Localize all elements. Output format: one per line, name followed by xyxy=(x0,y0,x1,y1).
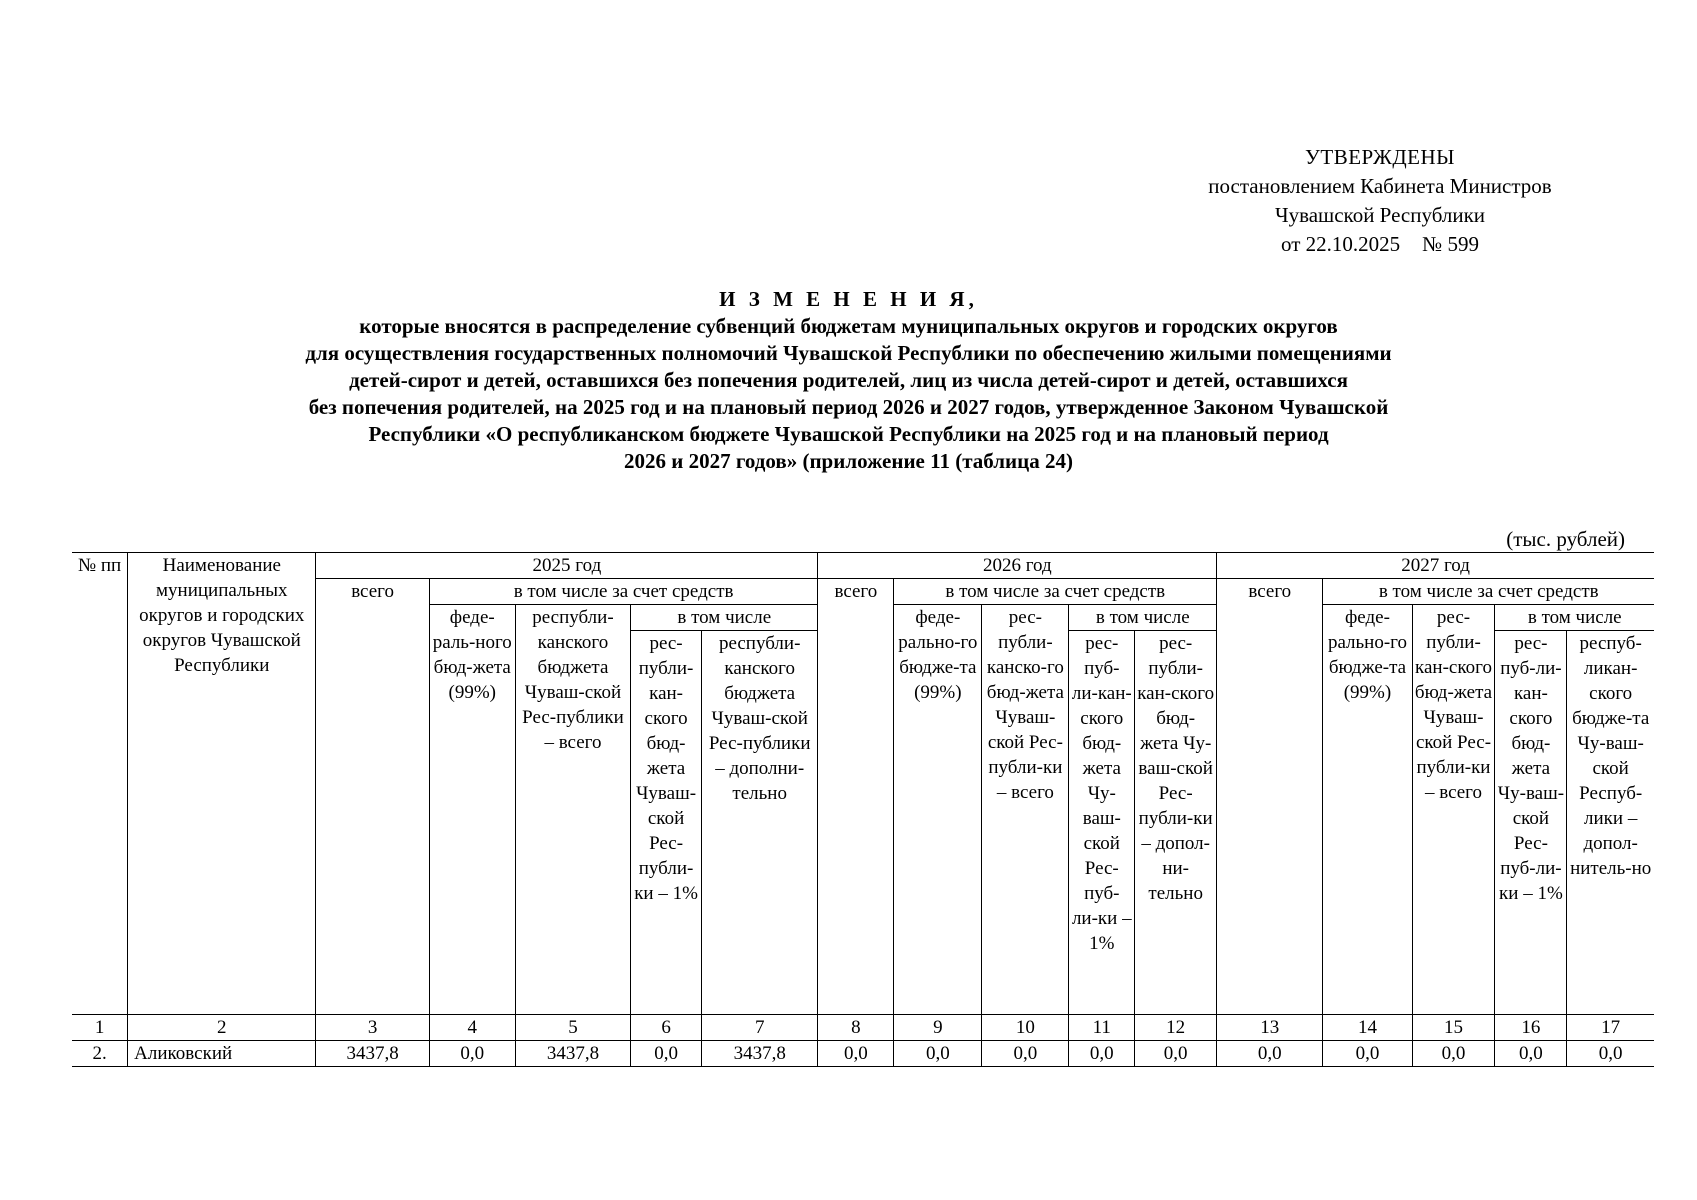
column-number: 15 xyxy=(1412,1015,1495,1041)
subvention-table xyxy=(72,552,1654,1067)
table-cell: 0,0 xyxy=(429,1041,515,1067)
approval-line-2: Чувашской Республики xyxy=(1274,203,1486,227)
column-number-row xyxy=(72,1015,1654,1041)
header-2027-republic-extra: респуб-ликан-ского бюдже-та Чу-ваш-ской Респуб-лики – допол-нитель-но xyxy=(1567,631,1654,1015)
column-number: 5 xyxy=(515,1015,630,1041)
header-year-2027: 2027 год xyxy=(1217,553,1654,579)
document-heading xyxy=(60,286,1637,475)
approval-block xyxy=(1120,143,1640,259)
column-number: 7 xyxy=(701,1015,817,1041)
header-2025-federal: феде-раль-ного бюд-жета (99%) xyxy=(429,605,515,1015)
heading-line: которые вносятся в распределение субвенций бюджетам муниципальных округов и городских округов xyxy=(359,314,1338,338)
approval-date: от 22.10.2025 xyxy=(1281,232,1401,256)
header-2025-incl: в том числе xyxy=(631,605,818,631)
column-number: 2 xyxy=(128,1015,316,1041)
column-number: 12 xyxy=(1135,1015,1217,1041)
column-number: 8 xyxy=(818,1015,894,1041)
header-name: Наименование муниципальных округов и городских округов Чувашской Республики xyxy=(128,553,316,1015)
column-number: 13 xyxy=(1217,1015,1323,1041)
table-cell: 0,0 xyxy=(982,1041,1069,1067)
header-2025-republic-1pct: рес-публи-кан-ского бюд-жета Чуваш-ской Рес-публи-ки – 1% xyxy=(631,631,702,1015)
heading-line: для осуществления государственных полномочий Чувашской Республики по обеспечению жилыми помещениями xyxy=(305,341,1392,365)
header-2027-republic-total: рес-публи-кан-ского бюд-жета Чуваш-ской Рес-публи-ки – всего xyxy=(1412,605,1495,1015)
column-number: 3 xyxy=(316,1015,429,1041)
heading-title: И З М Е Н Е Н И Я, xyxy=(719,287,978,311)
header-2025-republic-extra: республи-канского бюджета Чуваш-ской Рес-публики – дополни-тельно xyxy=(701,631,817,1015)
header-2026-incl-sources: в том числе за счет средств xyxy=(894,579,1217,605)
table-row xyxy=(72,1041,1654,1067)
header-2027-republic-1pct: рес-пуб-ли-кан-ского бюд-жета Чу-ваш-ской Рес-пуб-ли-ки – 1% xyxy=(1495,631,1567,1015)
table-cell: 0,0 xyxy=(1323,1041,1412,1067)
header-2027-federal: феде-рально-го бюдже-та (99%) xyxy=(1323,605,1412,1015)
approval-line-1: постановлением Кабинета Министров xyxy=(1208,174,1552,198)
column-number: 4 xyxy=(429,1015,515,1041)
column-number: 9 xyxy=(894,1015,982,1041)
header-2027-total: всего xyxy=(1217,579,1323,1015)
header-2027-incl: в том числе xyxy=(1495,605,1654,631)
approval-date-line xyxy=(1120,230,1640,259)
header-2026-total: всего xyxy=(818,579,894,1015)
heading-line: без попечения родителей, на 2025 год и на плановый период 2026 и 2027 годов, утвержденное Законом Чувашской xyxy=(308,395,1389,419)
table-cell: 0,0 xyxy=(1135,1041,1217,1067)
table-cell: 3437,8 xyxy=(316,1041,429,1067)
header-2025-total: всего xyxy=(316,579,429,1015)
header-2026-republic-1pct: рес-пуб-ли-кан-ского бюд-жета Чу-ваш-ской Рес-пуб-ли-ки – 1% xyxy=(1069,631,1135,1015)
heading-line: Республики «О республиканском бюджете Чувашской Республики на 2025 год и на плановый период xyxy=(368,422,1329,446)
header-2026-republic-total: рес-публи-канско-го бюд-жета Чуваш-ской Рес-публи-ки – всего xyxy=(982,605,1069,1015)
column-number: 1 xyxy=(72,1015,128,1041)
header-2025-republic-total: республи-канского бюджета Чуваш-ской Рес-публики – всего xyxy=(515,605,630,1015)
heading-line: детей-сирот и детей, оставшихся без попечения родителей, лиц из числа детей-сирот и детей, оставшихся xyxy=(349,368,1348,392)
table-cell: 0,0 xyxy=(1567,1041,1654,1067)
column-number: 17 xyxy=(1567,1015,1654,1041)
header-2026-federal: феде-рально-го бюдже-та (99%) xyxy=(894,605,982,1015)
approval-stamp: УТВЕРЖДЕНЫ xyxy=(1305,145,1455,169)
header-year-2026: 2026 год xyxy=(818,553,1217,579)
header-2027-incl-sources: в том числе за счет средств xyxy=(1323,579,1654,605)
table-cell: 3437,8 xyxy=(515,1041,630,1067)
table-cell: 0,0 xyxy=(1217,1041,1323,1067)
row-municipality-name: Аликовский xyxy=(128,1041,316,1067)
column-number: 11 xyxy=(1069,1015,1135,1041)
table-cell: 0,0 xyxy=(818,1041,894,1067)
heading-line: 2026 и 2027 годов» (приложение 11 (таблица 24) xyxy=(624,449,1073,473)
header-year-2025: 2025 год xyxy=(316,553,818,579)
table-cell: 0,0 xyxy=(1495,1041,1567,1067)
header-2026-republic-extra: рес-публи-кан-ского бюд-жета Чу-ваш-ской Рес-публи-ки – допол-ни-тельно xyxy=(1135,631,1217,1015)
approval-number: № 599 xyxy=(1422,232,1479,256)
column-number: 6 xyxy=(631,1015,702,1041)
header-2025-incl-sources: в том числе за счет средств xyxy=(429,579,818,605)
column-number: 14 xyxy=(1323,1015,1412,1041)
header-2026-incl: в том числе xyxy=(1069,605,1217,631)
table-cell: 0,0 xyxy=(631,1041,702,1067)
column-number: 10 xyxy=(982,1015,1069,1041)
table-cell: 0,0 xyxy=(894,1041,982,1067)
header-no: № пп xyxy=(72,553,128,1015)
table-cell: 0,0 xyxy=(1412,1041,1495,1067)
units-label: (тыс. рублей) xyxy=(1506,527,1625,551)
table-cell: 0,0 xyxy=(1069,1041,1135,1067)
column-number: 16 xyxy=(1495,1015,1567,1041)
row-number: 2. xyxy=(72,1041,128,1067)
table-cell: 3437,8 xyxy=(701,1041,817,1067)
